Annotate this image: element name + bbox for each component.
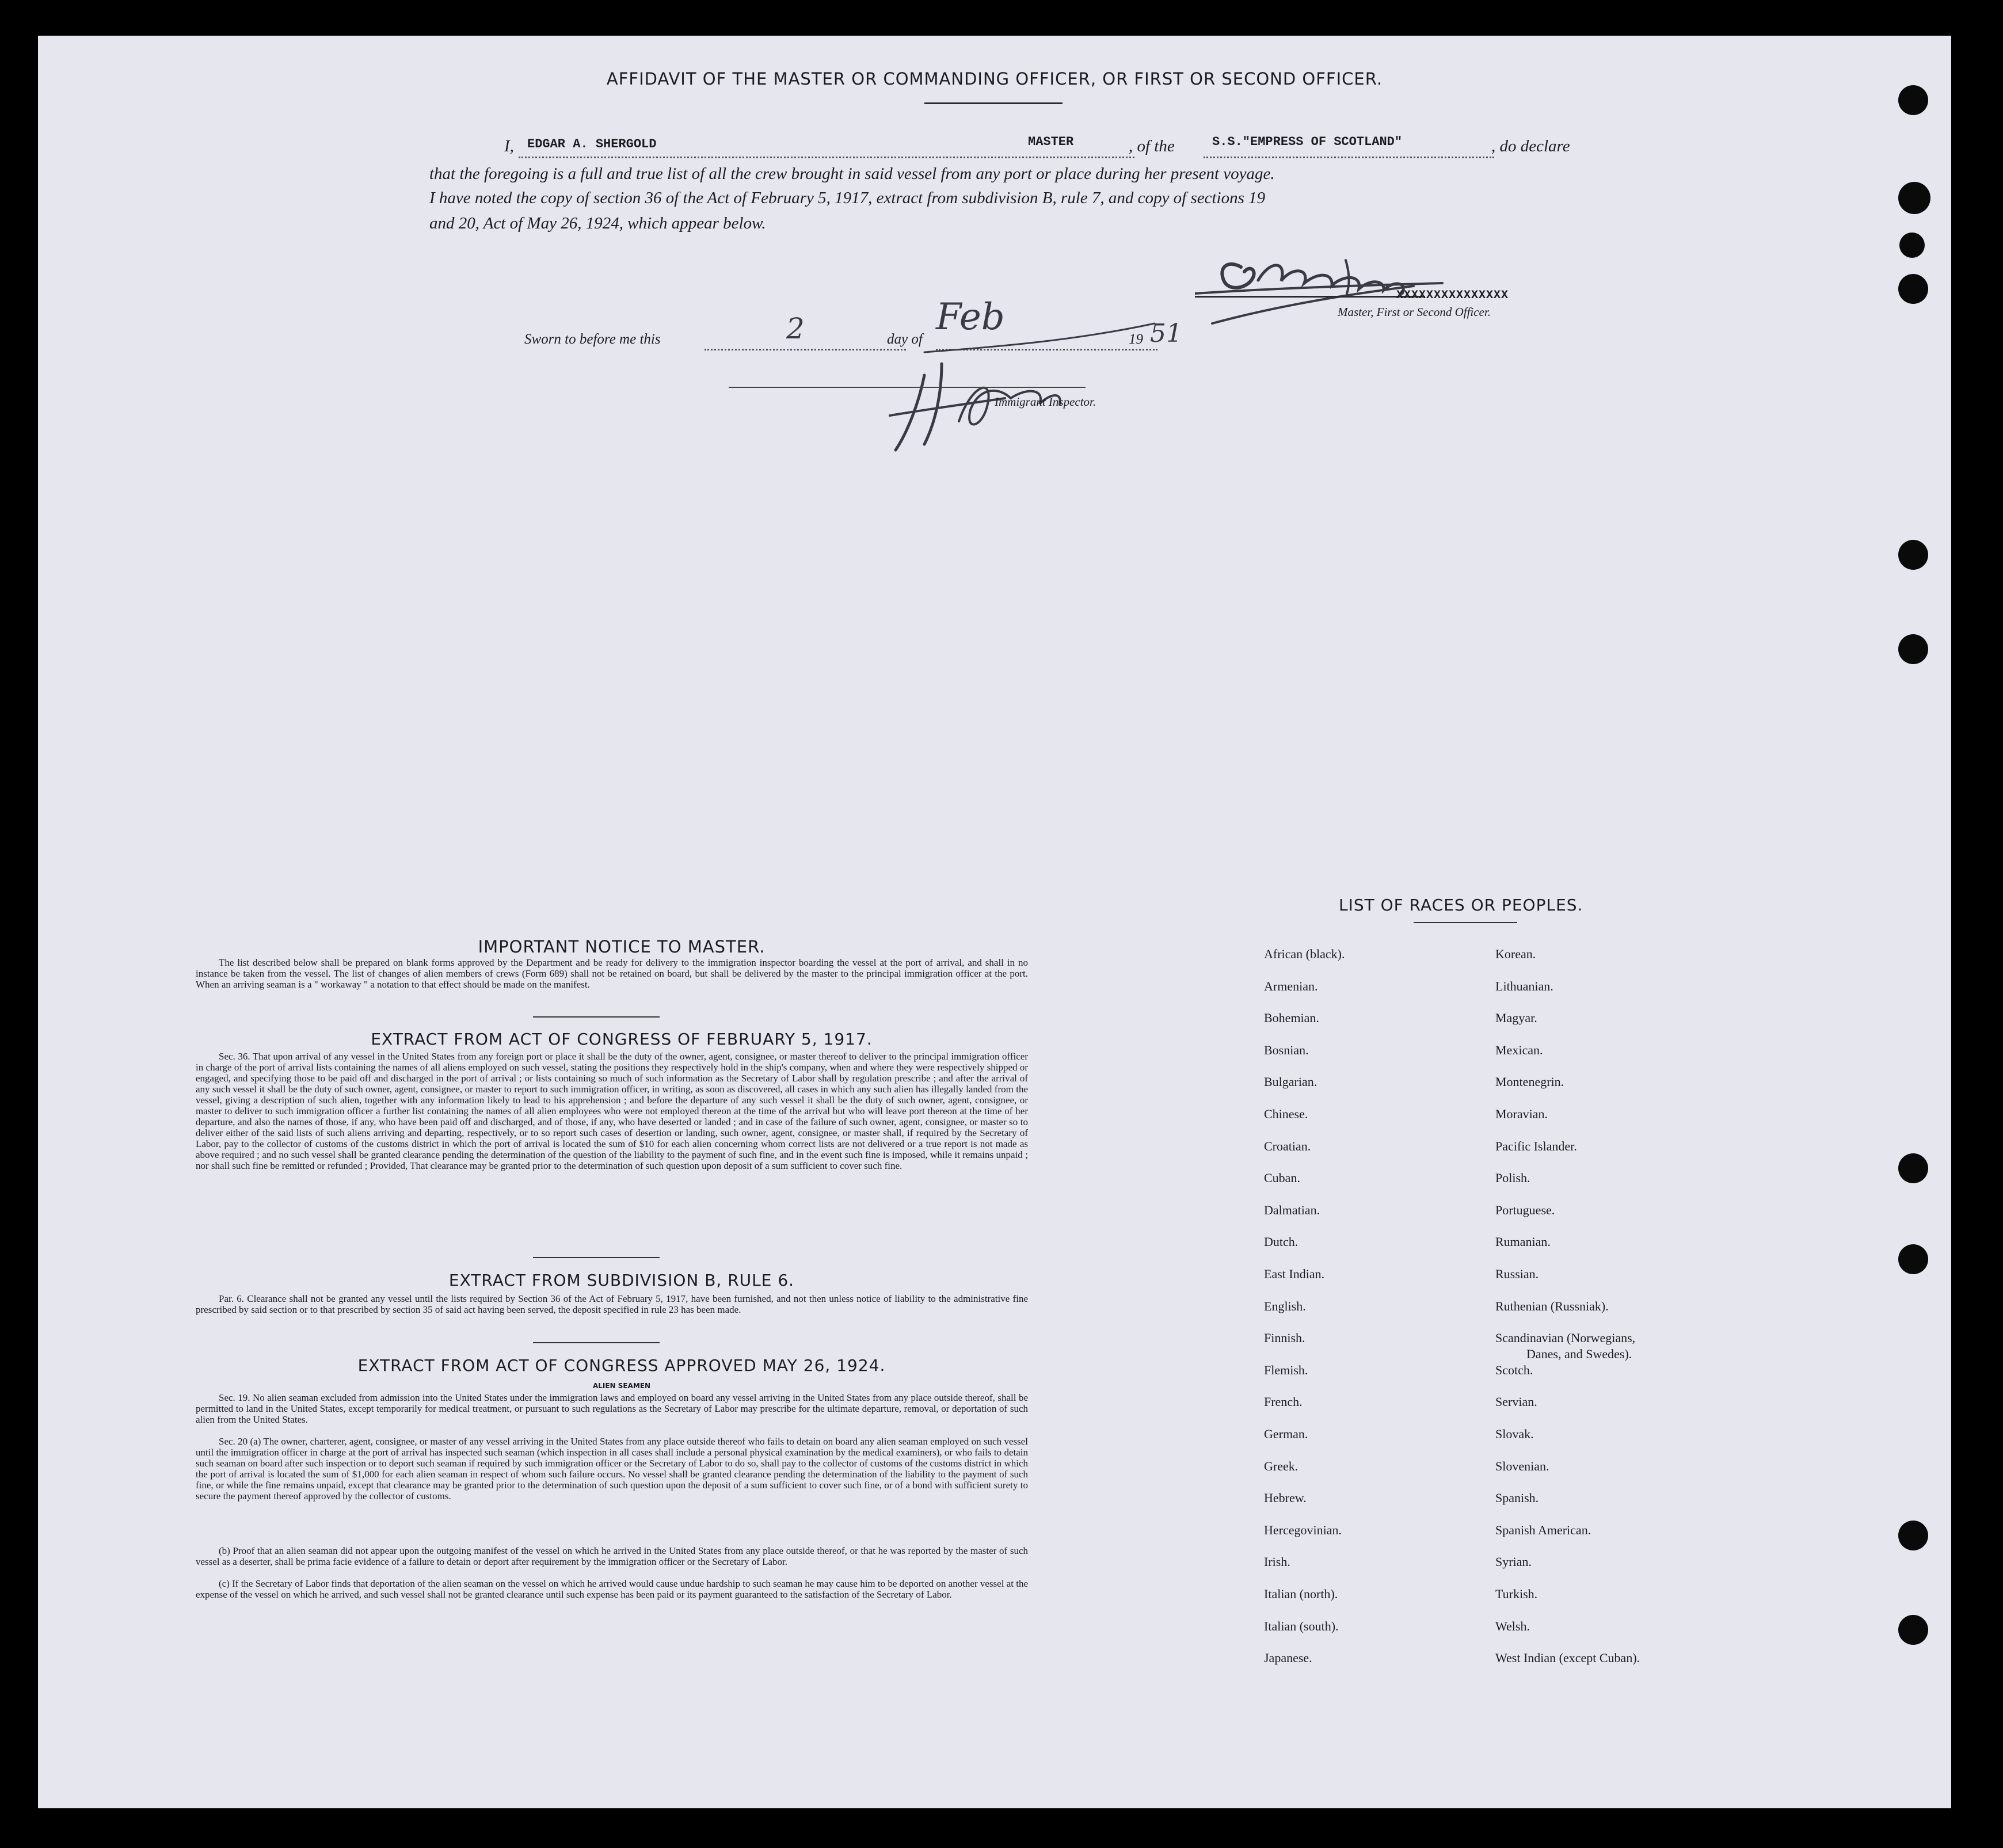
races-underline	[1414, 922, 1517, 923]
race-item: Flemish.	[1264, 1363, 1308, 1377]
declaration-line-3: I have noted the copy of section 36 of the Act of February 5, 1917, extract from subdivision B, rule 7, and copy of sections 19	[429, 189, 1266, 207]
declarant-line	[504, 137, 514, 156]
punch-hole	[1899, 233, 1925, 258]
race-item: Finnish.	[1264, 1331, 1305, 1345]
year-prefix: 19	[1129, 332, 1143, 347]
race-item: Spanish American.	[1495, 1523, 1591, 1537]
race-item: East Indian.	[1264, 1267, 1325, 1281]
divider	[533, 1342, 660, 1343]
declarant-name: EDGAR A. SHERGOLD	[527, 137, 657, 151]
affidavit-title: AFFIDAVIT OF THE MASTER OR COMMANDING OFFICER, OR FIRST OR SECOND OFFICER.	[606, 69, 1383, 89]
do-declare-label: , do declare	[1491, 137, 1570, 155]
race-item: Bulgarian.	[1264, 1074, 1317, 1089]
officer-caption: Master, First or Second Officer.	[1338, 305, 1491, 319]
race-item: Italian (south).	[1264, 1619, 1339, 1633]
notice-title: IMPORTANT NOTICE TO MASTER.	[478, 937, 766, 957]
punch-hole	[1898, 274, 1928, 304]
title-underline	[924, 102, 1063, 104]
notice-text: The list described below shall be prepared on blank forms approved by the Department and be ready for delivery to the immigration inspector boarding the vessel at the port of arrival, and shall in no instance be taken from the vessel. The list of changes of alien members of crews (Form 689) shall not be retained on board, but shall be delivered by the master to the principal immigration officer at the port. When an arriving seaman is a " workaway " a notation to that effect should be made on the manifest.	[196, 957, 1028, 990]
race-item: Slovak.	[1495, 1427, 1534, 1441]
i-label: I,	[504, 137, 514, 155]
race-item: Dutch.	[1264, 1234, 1298, 1249]
declaration-line-4: and 20, Act of May 26, 1924, which appear below.	[429, 214, 766, 233]
officer-signature-line	[1195, 296, 1425, 298]
sworn-label: Sworn to before me this	[524, 332, 661, 347]
race-item: Spanish.	[1495, 1491, 1539, 1505]
declaration-line-2: that the foregoing is a full and true list of all the crew brought in said vessel from any port or place during her present voyage.	[429, 165, 1275, 183]
race-item: Croatian.	[1264, 1139, 1311, 1153]
extract-1924-sec20c: (c) If the Secretary of Labor finds that deportation of the alien seaman on the vessel on which he arrived would cause undue hardship to such seaman he may cause him to be deported on another vessel at the expense of the vessel on which he arrived, and such vessel shall not be granted clearance until such expense has been paid or its payment guaranteed to the satisfaction of the Secretary of Labor.	[196, 1578, 1028, 1600]
race-item: Scandinavian (Norwegians,	[1495, 1331, 1636, 1345]
race-item: Japanese.	[1264, 1651, 1312, 1665]
punch-hole	[1898, 1615, 1928, 1645]
races-title: LIST OF RACES OR PEOPLES.	[1339, 896, 1583, 915]
race-item-continuation: Danes, and Swedes).	[1526, 1347, 1632, 1361]
race-item: Bohemian.	[1264, 1011, 1319, 1025]
extract-1924-title: EXTRACT FROM ACT OF CONGRESS APPROVED MAY 26, 1924.	[357, 1356, 886, 1375]
punch-hole	[1898, 540, 1928, 570]
race-item: Montenegrin.	[1495, 1074, 1564, 1089]
race-item: Greek.	[1264, 1459, 1298, 1473]
inspector-caption: Immigrant Inspector.	[995, 395, 1096, 409]
race-item: Rumanian.	[1495, 1234, 1551, 1249]
punch-hole	[1898, 1244, 1928, 1274]
race-item: Chinese.	[1264, 1107, 1308, 1121]
extract-1924-sec20a: Sec. 20 (a) The owner, charterer, agent, consignee, or master of any vessel arriving in the United States from any place outside thereof who fails to detain on board any alien seaman employed on such vessel until the immigration officer in charge at the port of arrival has inspected such seaman (which inspection in all cases shall include a personal physical examination by the medical examiners), or who fails to detain such seaman on board after such inspection or to deport such seaman if required by such immigration officer or the Secretary of Labor to do so, shall pay to the collector of customs of the customs district in which the port of arrival is located the sum of $1,000 for each alien seaman in respect of whom such failure occurs. No vessel shall be granted clearance pending the determination of the liability to the payment of such fine, or while the fine remains unpaid, except that clearance may be granted prior to the determination of such question upon the deposit of a sum sufficient to cover such fine, or of a bond with sufficient surety to secure the payment thereof approved by the collector of customs.	[196, 1436, 1028, 1502]
race-item: Lithuanian.	[1495, 979, 1553, 993]
race-item: Ruthenian (Russniak).	[1495, 1299, 1609, 1313]
extract-1924-subtitle: ALIEN SEAMEN	[592, 1382, 651, 1390]
race-item: West Indian (except Cuban).	[1495, 1651, 1640, 1665]
race-item: Armenian.	[1264, 979, 1318, 993]
punch-hole	[1898, 1521, 1928, 1550]
divider	[533, 1257, 660, 1258]
extract-1917-text: Sec. 36. That upon arrival of any vessel in the United States from any foreign port or place it shall be the duty of the owner, agent, consignee, or master thereof to deliver to the principal immigration officer in charge of the port of arrival lists containing the names of all aliens employed on such vessel, stating the positions they respectively hold in the ship's company, when and where they were respectively shipped or engaged, and specifying those to be paid off and discharged in the port of arrival ; or lists containing so much of such information as the Secretary of Labor shall by regulation prescribe ; and after the arrival of any such vessel it shall be the duty of such owner, agent, consignee, or master to report to such immigration officer, in writing, as soon as discovered, all cases in which any such alien has illegally landed from the vessel, giving a description of such alien, together with any information likely to lead to his apprehension ; and before the departure of any such vessel it shall be the duty of such owner, agent, consignee, or master to deliver to such immigration officer a further list containing the names of all alien employees who were not employed thereon at the time of the arrival but who will leave port thereon at the time of her departure, and also the names of those, if any, who have been paid off and discharged, and of those, if any, who have deserted or landed ; and in case of the failure of such owner, agent, consignee, or master so to deliver either of the said lists of such aliens arriving and departing, respectively, or to so report such cases of desertion or landing, such owner, agent, consignee, or master shall, if required by the Secretary of Labor, pay to the collector of customs of the customs district in which the port of arrival is located the sum of $10 for each alien concerning whom correct lists are not delivered or a true report is not made as above required ; and no such vessel shall be granted clearance pending the determination of the question of the liability to the payment of such fine, and in the event such fine is imposed, while it remains unpaid ; nor shall such fine be remitted or refunded ; Provided, That clearance may be granted prior to the determination of such question upon deposit of a sum sufficient to cover such fine.	[196, 1051, 1028, 1171]
race-item: African (black).	[1264, 947, 1345, 961]
extract-1917-title: EXTRACT FROM ACT OF CONGRESS OF FEBRUARY 5, 1917.	[371, 1030, 873, 1049]
day-of-label: day of	[887, 332, 923, 347]
race-item: German.	[1264, 1427, 1308, 1441]
race-item: Servian.	[1495, 1394, 1537, 1409]
race-item: French.	[1264, 1394, 1303, 1409]
race-item: Welsh.	[1495, 1619, 1530, 1633]
sworn-day: 2	[786, 312, 805, 345]
race-item: Dalmatian.	[1264, 1203, 1320, 1217]
race-item: Portuguese.	[1495, 1203, 1555, 1217]
punch-hole	[1898, 634, 1928, 664]
inspector-signature-line	[729, 387, 1086, 388]
race-item: Mexican.	[1495, 1043, 1543, 1057]
race-item: Hercegovinian.	[1264, 1523, 1342, 1537]
extract-1924-sec19: Sec. 19. No alien seaman excluded from admission into the United States under the immigration laws and employed on board any vessel arriving in the United States from any place outside thereof, shall be permitted to land in the United States, except temporarily for medical treatment, or pursuant to such regulations as the Secretary of Labor may prescribe for the ultimate departure, removal, or deportation of such alien from the United States.	[196, 1392, 1028, 1425]
vessel-name: S.S."EMPRESS OF SCOTLAND"	[1212, 135, 1403, 149]
extract-b6-text: Par. 6. Clearance shall not be granted any vessel until the lists required by Section 36 of the Act of February 5, 1917, have been furnished, and not then unless notice of liability to the administrative fine prescribed by said section or to that prescribed by section 35 of said act having been served, the deposit specified in rule 23 has been made.	[196, 1293, 1028, 1315]
year-suffix: 51	[1150, 319, 1182, 348]
race-item: Syrian.	[1495, 1554, 1532, 1569]
extract-b6-title: EXTRACT FROM SUBDIVISION B, RULE 6.	[448, 1271, 795, 1290]
race-item: Polish.	[1495, 1171, 1530, 1185]
race-item: Slovenian.	[1495, 1459, 1549, 1473]
punch-hole	[1898, 1153, 1928, 1183]
punch-hole	[1898, 85, 1928, 115]
race-item: Pacific Islander.	[1495, 1139, 1577, 1153]
punch-hole	[1898, 182, 1930, 214]
extract-1924-sec20b: (b) Proof that an alien seaman did not appear upon the outgoing manifest of the vessel on which he arrived in the United States from any place outside thereof, or that he was reported by the master of such vessel as a deserter, shall be prima facie evidence of a failure to detain or deport after requirement by the immigration officer or the Secretary of Labor.	[196, 1545, 1028, 1567]
race-item: Russian.	[1495, 1267, 1539, 1281]
race-item: Irish.	[1264, 1554, 1290, 1569]
of-the-label: , of the	[1129, 137, 1175, 155]
race-item: Hebrew.	[1264, 1491, 1307, 1505]
race-item: Moravian.	[1495, 1107, 1548, 1121]
divider	[533, 1016, 660, 1018]
race-item: Italian (north).	[1264, 1587, 1338, 1601]
document-sheet	[38, 36, 1951, 1808]
race-item: Bosnian.	[1264, 1043, 1309, 1057]
race-item: Turkish.	[1495, 1587, 1538, 1601]
declarant-rank: MASTER	[1028, 135, 1074, 149]
officer-title-struck: XXXXXXXXXXXXXXX	[1396, 289, 1509, 302]
race-item: Magyar.	[1495, 1011, 1537, 1025]
sworn-month: Feb	[936, 296, 1005, 338]
name-blank	[519, 157, 1134, 158]
race-item: Scotch.	[1495, 1363, 1533, 1377]
race-item: Korean.	[1495, 947, 1536, 961]
race-item: Cuban.	[1264, 1171, 1300, 1185]
vessel-blank	[1204, 157, 1494, 158]
race-item: English.	[1264, 1299, 1306, 1313]
